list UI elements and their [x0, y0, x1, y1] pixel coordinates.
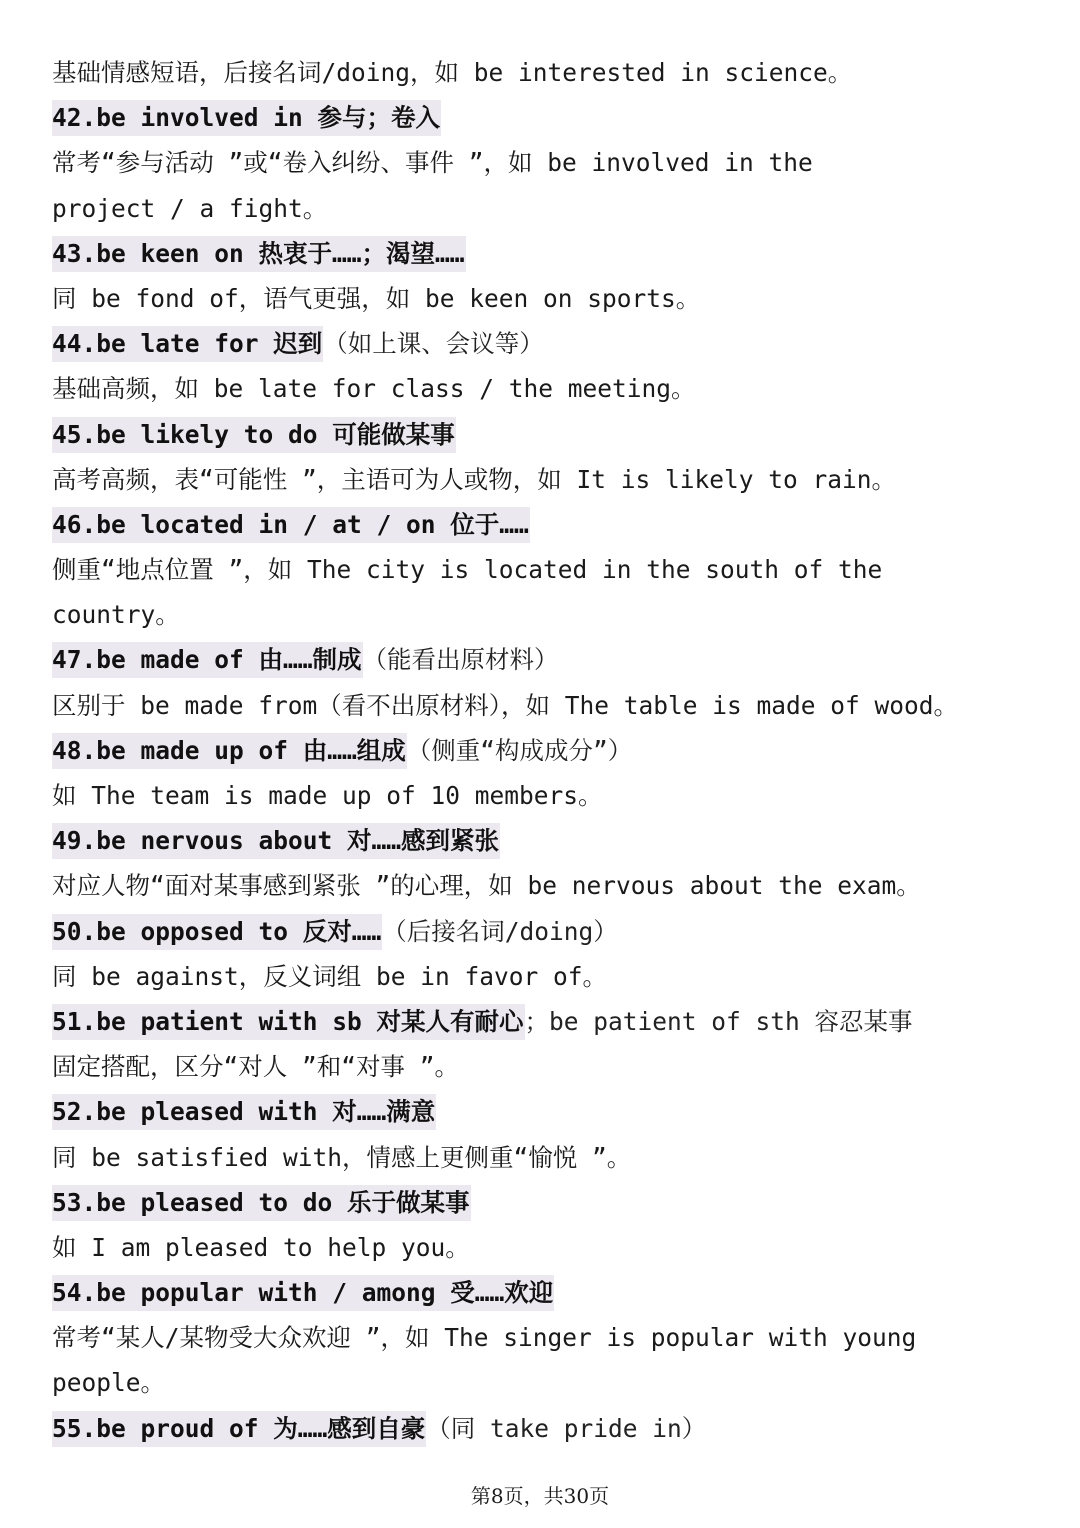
- entry-heading-note: （同 take pride in）: [426, 1413, 707, 1443]
- entry-heading: [52, 321, 1022, 366]
- entry-phrase-highlight: 46.be located in / at / on 位于……: [52, 507, 530, 543]
- entry-phrase-highlight: 47.be made of 由……制成: [52, 642, 363, 678]
- entry-phrase-highlight: 44.be late for 迟到: [52, 326, 323, 362]
- entry-phrase-highlight: 55.be proud of 为……感到自豪: [52, 1411, 426, 1447]
- entry-description-line: 如 The team is made up of 10 members。: [52, 781, 603, 810]
- entry-description-line: country。: [52, 600, 180, 630]
- entry-description-line: 区别于 be made from（看不出原材料），如 The table is made of wood。: [52, 690, 959, 720]
- entry-description-line: project / a fight。: [52, 193, 328, 223]
- entry-heading-note: （后接名词/doing）: [382, 916, 618, 946]
- entry-heading: [52, 95, 1022, 140]
- entry-heading: [52, 818, 1022, 863]
- entry-description-line: 常考“参与活动 ”或“卷入纠纷、事件 ”，如 be involved in the: [52, 148, 813, 178]
- entry-phrase-highlight: 49.be nervous about 对……感到紧张: [52, 823, 500, 859]
- entry-phrase-highlight: 54.be popular with / among 受……欢迎: [52, 1275, 554, 1311]
- entry-description-line: 同 be satisfied with，情感上更侧重“愉悦 ”。: [52, 1142, 632, 1172]
- entry-heading: [52, 502, 1022, 547]
- entry-description-line: 基础高频，如 be late for class / the meeting。: [52, 374, 696, 404]
- entry-description-line: 对应人物“面对某事感到紧张 ”的心理，如 be nervous about the exam。: [52, 871, 921, 901]
- entry-heading-note: （侧重“构成成分”）: [406, 735, 633, 765]
- page-footer: 第8页，共30页: [470, 1484, 610, 1508]
- entry-heading: [52, 412, 1022, 457]
- entry-phrase-highlight: 42.be involved in 参与；卷入: [52, 100, 441, 136]
- entry-phrase-highlight: 48.be made up of 由……组成: [52, 733, 407, 769]
- entry-heading: [52, 1089, 1022, 1134]
- entry-description-line: 高考高频，表“可能性 ”，主语可为人或物，如 It is likely to rain。: [52, 464, 897, 494]
- entry-description-line: 侧重“地点位置 ”，如 The city is located in the south of the: [52, 555, 883, 585]
- entry-list: [52, 95, 1022, 1451]
- entry-heading: [52, 1180, 1022, 1225]
- entry-description-line: 常考“某人/某物受大众欢迎 ”，如 The singer is popular with young: [52, 1323, 917, 1353]
- entry-heading: [52, 1406, 1022, 1451]
- intro-line: 基础情感短语，后接名词/doing，如 be interested in science。: [52, 58, 853, 87]
- entry-heading: [52, 637, 1022, 682]
- entry-phrase-highlight: 53.be pleased to do 乐于做某事: [52, 1185, 471, 1221]
- document-page: [52, 50, 1022, 1451]
- entry-description-line: 如 I am pleased to help you。: [52, 1232, 470, 1262]
- entry-phrase-highlight: 43.be keen on 热衷于……；渴望……: [52, 236, 466, 272]
- entry-phrase-highlight: 50.be opposed to 反对……: [52, 914, 382, 950]
- entry-phrase-highlight: 52.be pleased with 对……满意: [52, 1094, 436, 1130]
- entry-phrase-highlight: 45.be likely to do 可能做某事: [52, 417, 456, 453]
- entry-heading-note: （能看出原材料）: [362, 645, 559, 675]
- entry-heading: [52, 999, 1022, 1044]
- entry-heading: [52, 909, 1022, 954]
- entry-description-line: 同 be fond of，语气更强，如 be keen on sports。: [52, 283, 701, 313]
- entry-heading: [52, 231, 1022, 276]
- entry-description-line: people。: [52, 1368, 166, 1398]
- entry-heading: [52, 1270, 1022, 1315]
- entry-heading-note: ；be patient of sth 容忍某事: [524, 1006, 913, 1036]
- entry-heading: [52, 728, 1022, 773]
- entry-description-line: 同 be against，反义词组 be in favor of。: [52, 961, 608, 991]
- entry-description-line: 固定搭配，区分“对人 ”和“对事 ”。: [52, 1052, 460, 1082]
- entry-heading-note: （如上课、会议等）: [323, 329, 544, 359]
- entry-phrase-highlight: 51.be patient with sb 对某人有耐心: [52, 1004, 525, 1040]
